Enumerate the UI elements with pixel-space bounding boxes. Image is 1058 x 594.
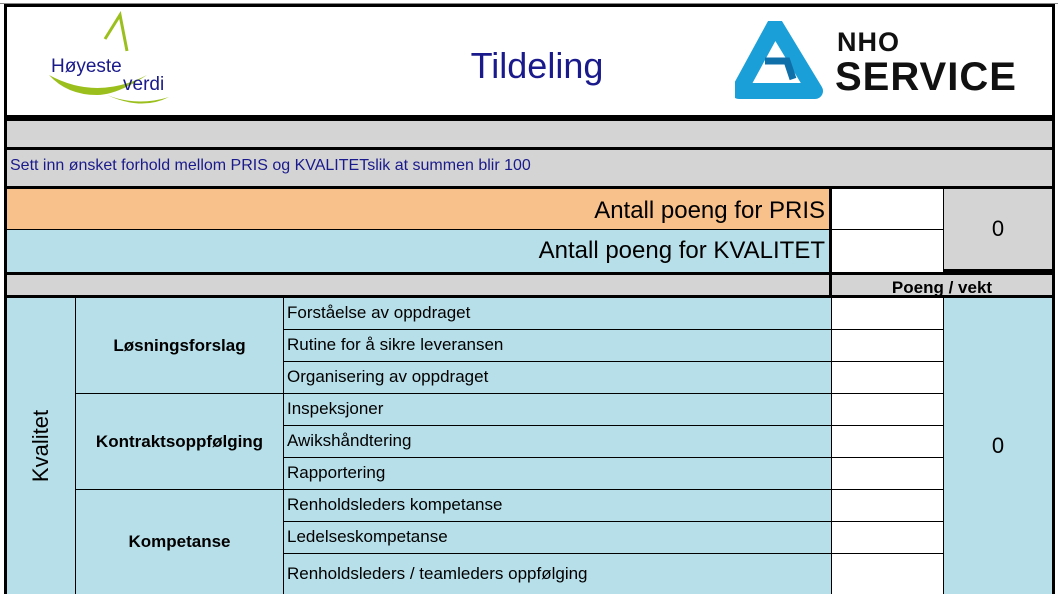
kvalitet-total-value: 0 (944, 298, 1055, 594)
input-renholdsleders-kompetanse[interactable] (832, 490, 944, 522)
input-awikshandtering[interactable] (832, 426, 944, 458)
pris-input[interactable] (832, 186, 944, 230)
hoyeste-verdi-logo (37, 11, 187, 111)
group-losningsforslag: Løsningsforslag (76, 298, 284, 394)
input-inspeksjoner[interactable] (832, 394, 944, 426)
criterion-ledelseskompetanse: Ledelseskompetanse (284, 522, 832, 554)
criterion-teamleders-oppfolging: Renholdsleders / teamleders oppfølging (284, 554, 832, 594)
sum-value: 0 (944, 186, 1055, 272)
criterion-rutine: Rutine for å sikre leveransen (284, 330, 832, 362)
input-ledelseskompetanse[interactable] (832, 522, 944, 554)
criterion-rapportering: Rapportering (284, 458, 832, 490)
column-header-poeng-vekt: Poeng / vekt (832, 272, 1055, 298)
instruction-text: Sett inn ønsket forhold mellom PRIS og KVALITETslik at summen blir 100 (4, 150, 1055, 186)
section-label-kvalitet (4, 298, 76, 594)
criterion-renholdsleders-kompetanse: Renholdsleders kompetanse (284, 490, 832, 522)
criterion-forstaelse: Forståelse av oppdraget (284, 298, 832, 330)
group-kompetanse: Kompetanse (76, 490, 284, 594)
input-organisering[interactable] (832, 362, 944, 394)
logo-service-text: SERVICE (835, 55, 1017, 99)
group-kontraktsoppfolging: Kontraktsoppfølging (76, 394, 284, 490)
nho-service-logo (735, 21, 1035, 105)
kvalitet-label: Antall poeng for KVALITET (4, 230, 832, 272)
logo-nho-text: NHO (837, 27, 900, 57)
criterion-organisering: Organisering av oppdraget (284, 362, 832, 394)
logo-text-line1: Høyeste (51, 56, 122, 77)
input-rutine[interactable] (832, 330, 944, 362)
input-teamleders-oppfolging[interactable] (832, 554, 944, 594)
section-label-kvalitet-text: Kvalitet (28, 409, 53, 483)
kvalitet-input[interactable] (832, 230, 944, 272)
input-forstaelse[interactable] (832, 298, 944, 330)
logo-text-line2: verdi (123, 74, 165, 95)
grey-separator-row (4, 118, 1055, 150)
nho-triangle-icon (735, 21, 825, 101)
column-header-row (4, 272, 832, 298)
criterion-awikshandtering: Awikshåndtering (284, 426, 832, 458)
pris-label: Antall poeng for PRIS (4, 186, 832, 230)
criterion-inspeksjoner: Inspeksjoner (284, 394, 832, 426)
page-title: Tildeling (470, 45, 604, 86)
header-banner (4, 4, 1055, 118)
input-rapportering[interactable] (832, 458, 944, 490)
